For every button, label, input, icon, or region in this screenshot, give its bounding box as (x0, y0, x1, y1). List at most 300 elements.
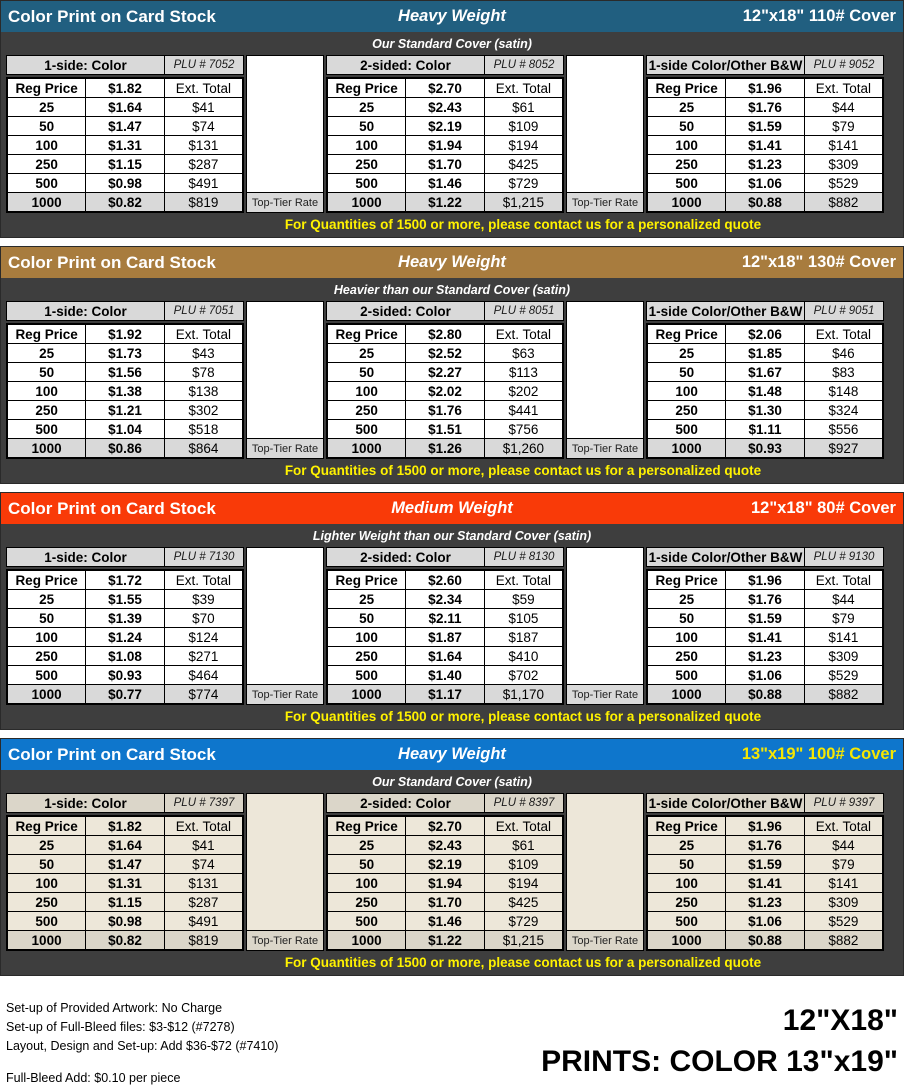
price-cell: $1.47 (86, 855, 165, 874)
price-cell: $1.06 (726, 174, 805, 193)
total-cell: $59 (484, 590, 563, 609)
total-cell: $302 (164, 401, 243, 420)
qty-cell: 250 (7, 647, 86, 666)
table-head-row (327, 324, 563, 344)
table-row (327, 98, 563, 117)
section-tables-row (1, 547, 903, 705)
table-row (647, 155, 883, 174)
gap-column (246, 301, 324, 459)
price-cell: $1.59 (726, 855, 805, 874)
total-cell: $138 (164, 382, 243, 401)
plu-number: PLU # 8052 (485, 55, 564, 75)
qty-cell: 500 (7, 174, 86, 193)
price-cell: $1.46 (406, 912, 485, 931)
note-line: Set-up of Provided Artwork: No Charge (6, 1001, 223, 1015)
total-cell: $309 (804, 155, 883, 174)
base-price: $2.70 (406, 816, 485, 836)
gap-spacer (247, 302, 323, 438)
qty-cell: 250 (327, 647, 406, 666)
qty-cell: 100 (7, 874, 86, 893)
qty-cell: 250 (647, 893, 726, 912)
note-line: Full-Bleed Add: $0.10 per piece (6, 1071, 181, 1086)
price-cell: $1.94 (406, 874, 485, 893)
gap-column (566, 793, 644, 951)
qty-cell: 250 (7, 401, 86, 420)
table-row (7, 174, 243, 193)
qty-cell: 250 (327, 893, 406, 912)
total-cell: $105 (484, 609, 563, 628)
base-price: $1.96 (726, 570, 805, 590)
price-table (646, 323, 884, 459)
plu-number: PLU # 8397 (485, 793, 564, 813)
base-price: $1.96 (726, 78, 805, 98)
price-table (646, 815, 884, 951)
reg-price-label: Reg Price (327, 816, 406, 836)
note-line: Set-up of Full-Bleed files: $3-$12 (#7278) (6, 1019, 235, 1034)
section-size-label: 12"x18" 130# Cover (741, 253, 896, 271)
table-head-row (647, 78, 883, 98)
price-table-header (6, 793, 244, 813)
qty-cell: 250 (7, 893, 86, 912)
table-head-row (647, 816, 883, 836)
base-price: $2.80 (406, 324, 485, 344)
price-table (646, 77, 884, 213)
table-row (7, 628, 243, 647)
price-table-block (326, 547, 564, 705)
total-cell: $79 (804, 117, 883, 136)
price-cell: $0.98 (86, 912, 165, 931)
price-cell: $1.85 (726, 344, 805, 363)
qty-cell: 250 (647, 155, 726, 174)
total-cell: $529 (804, 666, 883, 685)
total-cell: $864 (164, 439, 243, 459)
total-cell: $79 (804, 609, 883, 628)
price-table (6, 323, 244, 459)
table-row (327, 420, 563, 439)
table-label: 2-sided: Color (326, 301, 485, 321)
table-label: 2-sided: Color (326, 793, 485, 813)
table-label: 1-side: Color (6, 55, 165, 75)
table-row (327, 836, 563, 855)
price-cell: $1.15 (86, 893, 165, 912)
qty-cell: 50 (327, 117, 406, 136)
plu-number: PLU # 7052 (165, 55, 244, 75)
price-cell: $1.64 (86, 98, 165, 117)
table-row (7, 136, 243, 155)
total-cell: $61 (484, 98, 563, 117)
price-section (0, 492, 904, 730)
price-cell: $2.43 (406, 836, 485, 855)
qty-cell: 500 (647, 174, 726, 193)
section-size-label: 12"x18" 110# Cover (742, 7, 896, 25)
price-cell: $1.08 (86, 647, 165, 666)
price-section (0, 0, 904, 238)
table-row (327, 136, 563, 155)
table-row (647, 912, 883, 931)
plu-number: PLU # 8051 (485, 301, 564, 321)
gap-column (246, 547, 324, 705)
price-table-header (646, 55, 884, 75)
total-cell: $141 (804, 874, 883, 893)
total-cell: $556 (804, 420, 883, 439)
price-section (0, 738, 904, 976)
total-cell: $819 (164, 931, 243, 951)
base-price: $1.96 (726, 816, 805, 836)
gap-column (566, 55, 644, 213)
table-head-row (327, 570, 563, 590)
total-cell: $39 (164, 590, 243, 609)
price-table (6, 815, 244, 951)
total-cell: $309 (804, 893, 883, 912)
table-row (327, 155, 563, 174)
base-price: $1.72 (86, 570, 165, 590)
table-row (7, 363, 243, 382)
total-cell: $131 (164, 136, 243, 155)
qty-cell: 500 (647, 912, 726, 931)
price-cell: $1.06 (726, 666, 805, 685)
top-tier-rate-label: Top-Tier Rate (247, 684, 323, 704)
table-row (7, 893, 243, 912)
total-cell: $46 (804, 344, 883, 363)
section-header-bar (1, 247, 903, 280)
price-cell: $1.64 (406, 647, 485, 666)
gap-spacer (247, 548, 323, 684)
table-row (7, 439, 243, 459)
table-row (327, 117, 563, 136)
table-head-row (647, 570, 883, 590)
top-tier-rate-label: Top-Tier Rate (567, 684, 643, 704)
price-table (6, 77, 244, 213)
bulk-quote-note: For Quantities of 1500 or more, please contact us for a personalized quote (284, 217, 762, 232)
qty-cell: 25 (327, 590, 406, 609)
price-table-block (646, 55, 884, 213)
total-cell: $1,215 (484, 931, 563, 951)
total-cell: $141 (804, 628, 883, 647)
table-row (647, 893, 883, 912)
table-row (7, 874, 243, 893)
total-cell: $61 (484, 836, 563, 855)
price-cell: $1.22 (406, 931, 485, 951)
price-cell: $1.64 (86, 836, 165, 855)
price-cell: $1.21 (86, 401, 165, 420)
note-line: Layout, Design and Set-up: Add $36-$72 (#7410) (6, 1038, 279, 1053)
price-cell: $1.41 (726, 628, 805, 647)
table-row (7, 855, 243, 874)
table-row (327, 382, 563, 401)
table-row (647, 628, 883, 647)
table-row (647, 609, 883, 628)
total-cell: $141 (804, 136, 883, 155)
price-cell: $0.86 (86, 439, 165, 459)
table-label: 1-side: Color (6, 547, 165, 567)
total-cell: $1,170 (484, 685, 563, 705)
total-cell: $124 (164, 628, 243, 647)
total-cell: $491 (164, 174, 243, 193)
table-row (7, 647, 243, 666)
qty-cell: 1000 (7, 931, 86, 951)
table-row (327, 628, 563, 647)
price-cell: $0.88 (726, 193, 805, 213)
total-cell: $78 (164, 363, 243, 382)
qty-cell: 50 (7, 117, 86, 136)
qty-cell: 500 (327, 174, 406, 193)
gap-spacer (567, 302, 643, 438)
total-cell: $425 (484, 155, 563, 174)
base-price: $1.92 (86, 324, 165, 344)
total-cell: $518 (164, 420, 243, 439)
price-cell: $1.94 (406, 136, 485, 155)
section-title: Color Print on Card Stock (8, 744, 216, 764)
table-row (647, 174, 883, 193)
ext-total-label: Ext. Total (484, 816, 563, 836)
total-cell: $287 (164, 155, 243, 174)
section-subtitle: Lighter Weight than our Standard Cover (satin) (312, 529, 592, 543)
reg-price-label: Reg Price (7, 570, 86, 590)
table-row (327, 912, 563, 931)
price-table-header (6, 301, 244, 321)
table-label: 1-side Color/Other B&W (646, 547, 805, 567)
qty-cell: 100 (7, 136, 86, 155)
total-cell: $819 (164, 193, 243, 213)
qty-cell: 25 (327, 98, 406, 117)
table-row (327, 855, 563, 874)
price-cell: $0.82 (86, 931, 165, 951)
total-cell: $309 (804, 647, 883, 666)
table-row (327, 174, 563, 193)
qty-cell: 500 (7, 666, 86, 685)
section-title: Color Print on Card Stock (8, 498, 216, 518)
price-cell: $1.41 (726, 874, 805, 893)
table-row (647, 98, 883, 117)
ext-total-label: Ext. Total (164, 324, 243, 344)
qty-cell: 50 (7, 609, 86, 628)
qty-cell: 500 (7, 420, 86, 439)
gap-spacer (567, 56, 643, 192)
price-cell: $1.59 (726, 117, 805, 136)
price-table (326, 815, 564, 951)
table-row (7, 401, 243, 420)
price-cell: $1.39 (86, 609, 165, 628)
total-cell: $702 (484, 666, 563, 685)
qty-cell: 50 (647, 363, 726, 382)
table-row (647, 363, 883, 382)
total-cell: $41 (164, 836, 243, 855)
table-row (7, 193, 243, 213)
price-cell: $1.31 (86, 874, 165, 893)
total-cell: $41 (164, 98, 243, 117)
table-row (327, 666, 563, 685)
total-cell: $441 (484, 401, 563, 420)
qty-cell: 500 (7, 912, 86, 931)
gap-spacer (247, 56, 323, 192)
qty-cell: 1000 (7, 685, 86, 705)
qty-cell: 500 (647, 666, 726, 685)
qty-cell: 25 (7, 344, 86, 363)
base-price: $2.70 (406, 78, 485, 98)
ext-total-label: Ext. Total (804, 570, 883, 590)
base-price: $2.06 (726, 324, 805, 344)
price-cell: $2.02 (406, 382, 485, 401)
table-head-row (7, 324, 243, 344)
plu-number: PLU # 9052 (805, 55, 884, 75)
price-cell: $1.23 (726, 155, 805, 174)
total-cell: $79 (804, 855, 883, 874)
price-cell: $1.55 (86, 590, 165, 609)
table-row (7, 344, 243, 363)
table-row (327, 193, 563, 213)
qty-cell: 25 (647, 344, 726, 363)
plu-number: PLU # 7397 (165, 793, 244, 813)
qty-cell: 500 (647, 420, 726, 439)
price-cell: $1.31 (86, 136, 165, 155)
section-size-label: 12"x18" 80# Cover (750, 499, 896, 517)
qty-cell: 25 (327, 836, 406, 855)
qty-cell: 50 (327, 855, 406, 874)
base-price: $1.82 (86, 816, 165, 836)
price-cell: $1.76 (726, 836, 805, 855)
reg-price-label: Reg Price (647, 324, 726, 344)
qty-cell: 25 (647, 98, 726, 117)
top-tier-rate-label: Top-Tier Rate (247, 192, 323, 212)
top-tier-rate-label: Top-Tier Rate (247, 438, 323, 458)
qty-cell: 250 (647, 401, 726, 420)
notes-spacer (6, 1055, 278, 1069)
total-cell: $83 (804, 363, 883, 382)
price-cell: $1.26 (406, 439, 485, 459)
table-row (7, 836, 243, 855)
table-row (647, 117, 883, 136)
table-row (7, 382, 243, 401)
table-head-row (7, 78, 243, 98)
total-cell: $109 (484, 855, 563, 874)
total-cell: $425 (484, 893, 563, 912)
table-row (7, 98, 243, 117)
price-cell: $1.15 (86, 155, 165, 174)
price-cell: $1.22 (406, 193, 485, 213)
section-tables-row (1, 793, 903, 951)
ext-total-label: Ext. Total (164, 78, 243, 98)
base-price: $1.82 (86, 78, 165, 98)
section-header-bar (1, 493, 903, 526)
qty-cell: 250 (327, 401, 406, 420)
section-subtitle: Our Standard Cover (satin) (372, 37, 532, 51)
ext-total-label: Ext. Total (484, 78, 563, 98)
total-cell: $43 (164, 344, 243, 363)
price-cell: $1.40 (406, 666, 485, 685)
ext-total-label: Ext. Total (484, 324, 563, 344)
table-row (7, 666, 243, 685)
table-row (647, 401, 883, 420)
top-tier-rate-label: Top-Tier Rate (567, 438, 643, 458)
price-cell: $0.82 (86, 193, 165, 213)
price-table-block (6, 547, 244, 705)
table-row (327, 609, 563, 628)
qty-cell: 1000 (327, 193, 406, 213)
price-cell: $2.27 (406, 363, 485, 382)
total-cell: $529 (804, 174, 883, 193)
price-table-block (6, 301, 244, 459)
total-cell: $63 (484, 344, 563, 363)
price-cell: $1.70 (406, 893, 485, 912)
total-cell: $187 (484, 628, 563, 647)
table-row (327, 363, 563, 382)
price-cell: $1.48 (726, 382, 805, 401)
qty-cell: 100 (647, 628, 726, 647)
price-table-header (326, 793, 564, 813)
banner-line-2: PRINTS: COLOR 13"x19" (541, 1044, 898, 1078)
table-head-row (7, 816, 243, 836)
price-table-block (6, 55, 244, 213)
price-cell: $1.17 (406, 685, 485, 705)
qty-cell: 1000 (327, 439, 406, 459)
price-cell: $1.76 (726, 590, 805, 609)
section-title: Color Print on Card Stock (8, 6, 216, 26)
footer (0, 984, 904, 1088)
table-row (327, 647, 563, 666)
total-cell: $927 (804, 439, 883, 459)
total-cell: $74 (164, 117, 243, 136)
qty-cell: 100 (327, 628, 406, 647)
price-cell: $1.23 (726, 647, 805, 666)
table-row (647, 590, 883, 609)
qty-cell: 50 (647, 117, 726, 136)
price-table-header (326, 301, 564, 321)
section-subtitle: Heavier than our Standard Cover (satin) (333, 283, 571, 297)
section-tables-row (1, 55, 903, 213)
reg-price-label: Reg Price (327, 570, 406, 590)
qty-cell: 50 (327, 609, 406, 628)
total-cell: $113 (484, 363, 563, 382)
price-cell: $0.98 (86, 174, 165, 193)
section-weight-label: Heavy Weight (398, 7, 506, 25)
price-table-block (326, 55, 564, 213)
table-row (647, 439, 883, 459)
price-cell: $0.88 (726, 931, 805, 951)
table-row (647, 855, 883, 874)
price-table-header (6, 55, 244, 75)
qty-cell: 1000 (327, 931, 406, 951)
price-cell: $1.70 (406, 155, 485, 174)
qty-cell: 50 (647, 609, 726, 628)
gap-column (566, 301, 644, 459)
section-weight-label: Heavy Weight (398, 253, 506, 271)
setup-notes (6, 999, 278, 1088)
gap-column (246, 55, 324, 213)
section-title: Color Print on Card Stock (8, 252, 216, 272)
qty-cell: 25 (647, 590, 726, 609)
price-cell: $0.88 (726, 685, 805, 705)
table-row (7, 609, 243, 628)
ext-total-label: Ext. Total (484, 570, 563, 590)
reg-price-label: Reg Price (327, 78, 406, 98)
gap-spacer (567, 794, 643, 930)
qty-cell: 1000 (327, 685, 406, 705)
reg-price-label: Reg Price (647, 570, 726, 590)
ext-total-label: Ext. Total (164, 816, 243, 836)
qty-cell: 1000 (647, 439, 726, 459)
qty-cell: 1000 (647, 931, 726, 951)
price-cell: $1.46 (406, 174, 485, 193)
table-row (647, 344, 883, 363)
total-cell: $287 (164, 893, 243, 912)
price-cell: $1.11 (726, 420, 805, 439)
table-row (327, 590, 563, 609)
total-cell: $131 (164, 874, 243, 893)
price-cell: $2.19 (406, 855, 485, 874)
table-label: 1-side: Color (6, 301, 165, 321)
qty-cell: 50 (647, 855, 726, 874)
reg-price-label: Reg Price (7, 324, 86, 344)
